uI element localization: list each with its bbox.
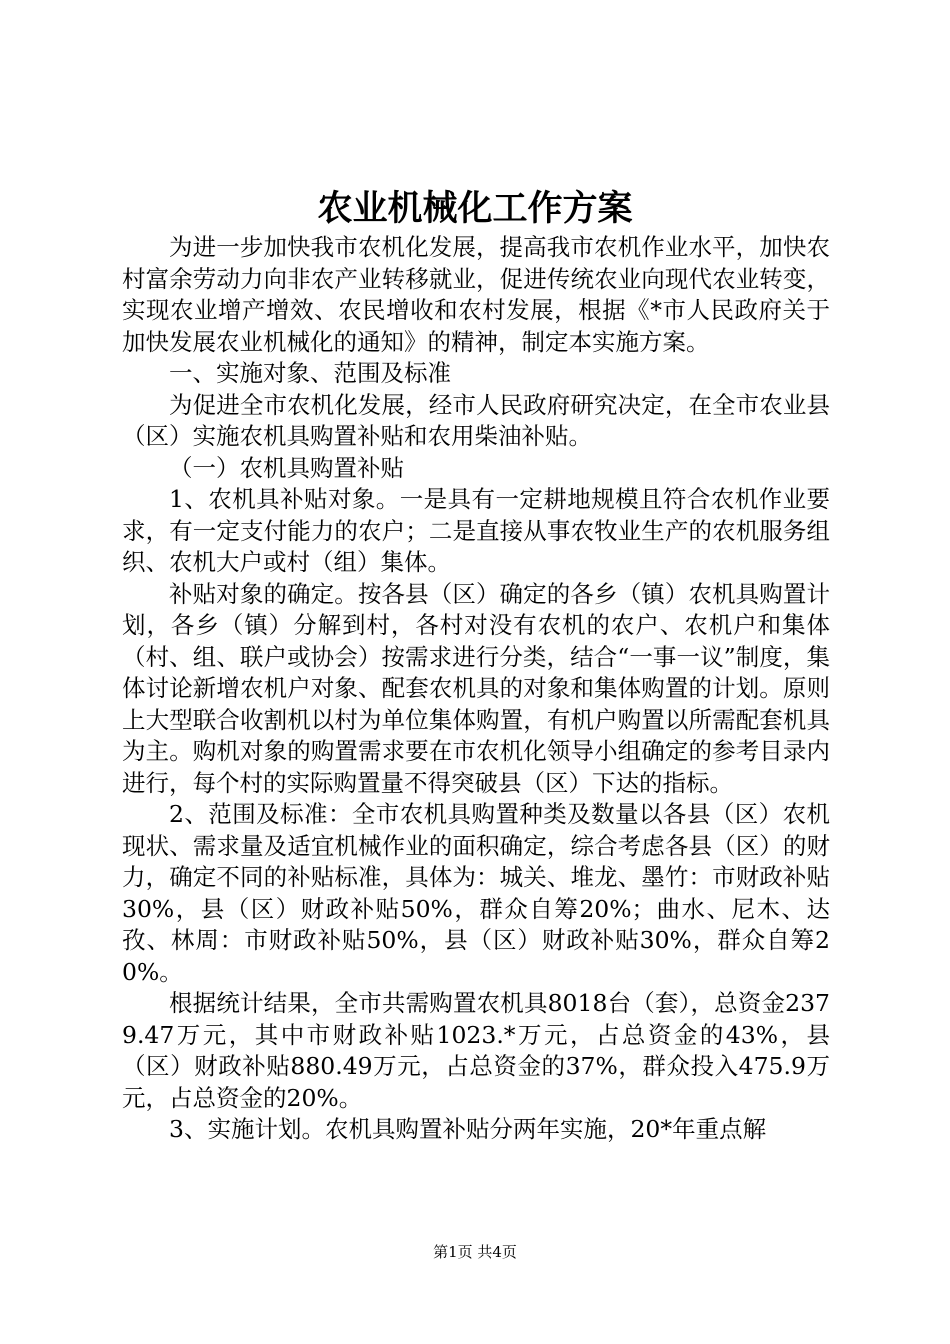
- paragraph-subsidy-target: 1、农机具补贴对象。一是具有一定耕地规模且符合农机作业要求，有一定支付能力的农户；二是直接从事农牧业生产的农机服务组织、农机大户或村（组）集体。: [122, 485, 830, 576]
- paragraph-scope-standard: 2、范围及标准：全市农机具购置种类及数量以各县（区）农机现状、需求量及适宜机械作业的面积确定，综合考虑各县（区）的财力，确定不同的补贴标准，具体为：城关、堆龙、墨竹：市财政补贴30%，县（区）财政补贴50%，群众自筹20%；曲水、尼木、达孜、林周：市财政补贴50%，县（区）财政补贴30%，群众自筹20%。: [122, 800, 830, 986]
- paragraph-implementation-plan: 3、实施计划。农机具购置补贴分两年实施，20*年重点解: [169, 1115, 767, 1143]
- subsection-heading-1: （一）农机具购置补贴: [169, 453, 404, 482]
- paragraph-target-determination: 补贴对象的确定。按各县（区）确定的各乡（镇）农机具购置计划，各乡（镇）分解到村，各村对没有农机的农户、农机户和集体（村、组、联户或协会）按需求进行分类，结合“一事一议”制度，集体讨论新增农机户对象、配套农机具的对象和集体购置的计划。原则上大型联合收割机以村为单位集体购置，有机户购置以所需配套机具为主。购机对象的购置需求要在市农机化领导小组确定的参考目录内进行，每个村的实际购置量不得突破县（区）下达的指标。: [122, 579, 830, 797]
- section-heading-1: 一、实施对象、范围及标准: [169, 359, 451, 387]
- paragraph-section-1: 为促进全市农机化发展，经市人民政府研究决定，在全市农业县（区）实施农机具购置补贴和农用柴油补贴。: [122, 390, 830, 450]
- document-body: [122, 232, 830, 1146]
- paragraph-intro: 为进一步加快我市农机化发展，提高我市农机作业水平，加快农村富余劳动力向非农产业转移就业，促进传统农业向现代农业转变，实现农业增产增效、农民增收和农村发展，根据《*市人民政府关于加快发展农业机械化的通知》的精神，制定本实施方案。: [122, 233, 830, 356]
- page-footer: 第1页 共4页: [433, 1243, 517, 1261]
- document-title: 农业机械化工作方案: [317, 188, 633, 229]
- paragraph-statistics: 根据统计结果，全市共需购置农机具8018台（套），总资金2379.47万元，其中市财政补贴1023.*万元，占总资金的43%，县（区）财政补贴880.49万元，占总资金的37%，群众投入475.9万元，占总资金的20%。: [122, 989, 830, 1112]
